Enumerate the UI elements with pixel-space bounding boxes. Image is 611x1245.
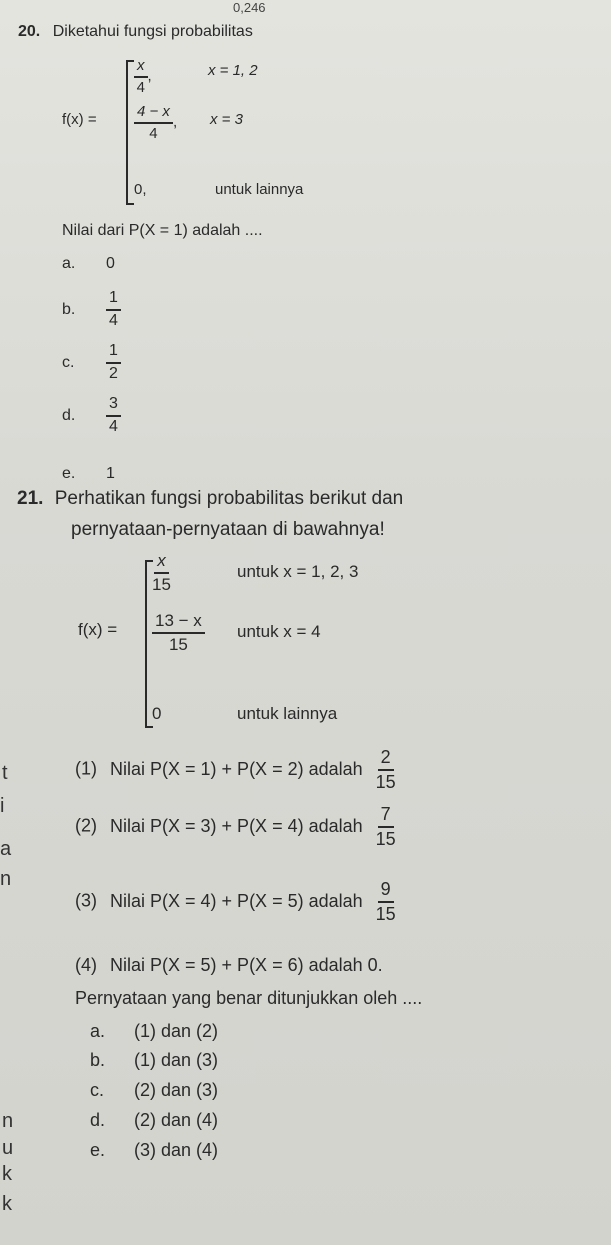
q21-question: Pernyataan yang benar ditunjukkan oleh .... — [75, 988, 423, 1008]
q21-case-2-condition: untuk x = 4 — [237, 622, 321, 641]
q21-brace — [145, 560, 147, 728]
q21-option-c: c. (2) dan (3) — [90, 1080, 219, 1100]
q20-question: Nilai dari P(X = 1) adalah .... — [62, 222, 263, 239]
q20-option-b: b. $\frac{1}{4}$ — [62, 290, 121, 330]
question-20-title: Diketahui fungsi probabilitas — [52, 23, 253, 40]
question-21-intro-1: Perhatikan fungsi probabilitas berikut dan — [54, 488, 404, 509]
q21-case-2: $\frac{13 - x}{15}$ — [152, 612, 205, 654]
margin-fragment: u — [2, 1137, 14, 1159]
q21-option-e: e. (3) dan (4) — [90, 1140, 219, 1160]
q20-function-lhs: f(x) = — [62, 111, 97, 128]
q20-option-e: e. 1 — [62, 465, 115, 482]
q21-function-lhs: f(x) = — [78, 620, 118, 639]
q21-case-1-condition: untuk x = 1, 2, 3 — [237, 562, 359, 581]
q20-option-c: c. $\frac{1}{2}$ — [62, 343, 121, 383]
q21-statement-1: (1) Nilai P(X = 1) + P(X = 2) adalah $\frac{2}{15}$ — [75, 747, 396, 792]
q20-case-3-value: 0, — [134, 181, 147, 198]
margin-fragment: a — [0, 838, 12, 860]
question-21-number: 21. — [17, 488, 44, 509]
q21-option-a: a. (1) dan (2) — [90, 1021, 219, 1041]
question-21-header — [17, 488, 403, 510]
q21-statement-3: (3) Nilai P(X = 4) + P(X = 5) adalah $\frac{9}{15}$ — [75, 879, 396, 924]
q20-option-d: d. $\frac{3}{4}$ — [62, 396, 121, 436]
q21-option-d: d. (2) dan (4) — [90, 1110, 219, 1130]
question-21-intro-2: pernyataan-pernyataan di bawahnya! — [71, 519, 385, 540]
q21-case-3-condition: untuk lainnya — [237, 704, 338, 723]
margin-fragment: n — [2, 1110, 14, 1132]
margin-fragment: i — [0, 795, 5, 817]
q20-brace — [126, 60, 128, 205]
margin-fragment: k — [2, 1163, 12, 1185]
margin-fragment: t — [2, 762, 8, 784]
q21-case-1: $\frac{x}{15}$ — [152, 551, 171, 594]
q20-case-3-condition: untuk lainnya — [215, 181, 304, 198]
q20-case-1-condition: x = 1, 2 — [208, 62, 258, 79]
q21-option-b: b. (1) dan (3) — [90, 1050, 219, 1070]
question-20-header — [18, 23, 253, 41]
q20-case-2-condition: x = 3 — [210, 111, 243, 128]
q20-option-a: a. 0 — [62, 255, 115, 272]
top-fragment: 0,246 — [233, 0, 266, 15]
q20-case-1: $\frac{x}{4}$ , — [134, 58, 152, 96]
margin-fragment: n — [0, 868, 12, 890]
q20-case-2: $\frac{4 - x}{4}$ , — [134, 104, 177, 142]
q21-statement-4: (4) Nilai P(X = 5) + P(X = 6) adalah 0. — [75, 955, 383, 975]
margin-fragment: k — [2, 1193, 12, 1215]
q21-statement-2: (2) Nilai P(X = 3) + P(X = 4) adalah $\frac{7}{15}$ — [75, 804, 396, 849]
question-20-number: 20. — [18, 23, 41, 40]
q21-case-3-value: 0 — [152, 704, 162, 723]
